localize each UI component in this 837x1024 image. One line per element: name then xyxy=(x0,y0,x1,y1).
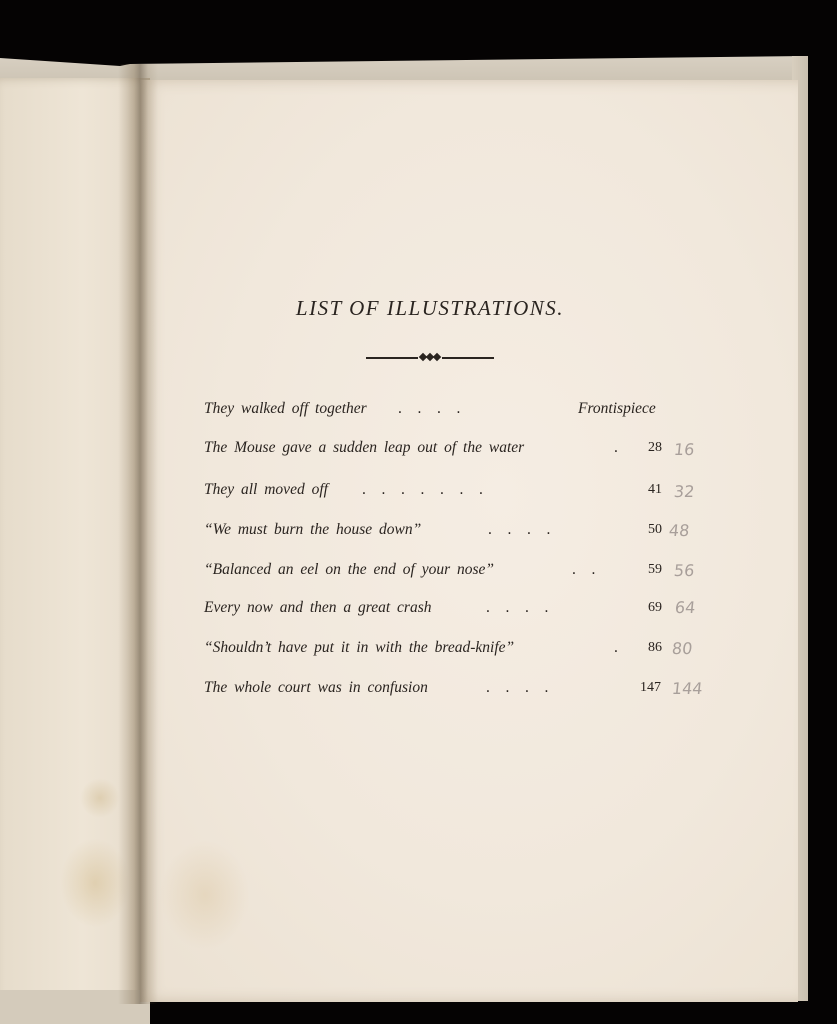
illustration-page-number: 59 xyxy=(648,562,662,577)
pencil-annotation: 144 xyxy=(671,679,704,698)
illustration-caption: The Mouse gave a sudden leap out of the water xyxy=(204,439,525,456)
dot-leaders: . . xyxy=(572,561,597,578)
illustration-page-number: 28 xyxy=(648,440,662,455)
illustration-page-number: Frontispiece xyxy=(578,400,656,417)
illustration-entry xyxy=(204,400,676,424)
dot-leaders: . . . . . . . xyxy=(362,481,484,498)
illustration-page-number: 69 xyxy=(648,600,662,615)
illustration-caption: They walked off together xyxy=(204,400,367,417)
illustration-caption: Every now and then a great crash xyxy=(204,599,432,616)
illustration-entry xyxy=(204,561,676,585)
illustration-caption: “Balanced an eel on the end of your nose” xyxy=(204,561,495,578)
pencil-annotation: 16 xyxy=(673,440,696,459)
illustration-page-number: 41 xyxy=(648,482,662,497)
pencil-annotation: 80 xyxy=(671,639,694,658)
dot-leaders: . . . . xyxy=(398,400,462,417)
pencil-annotation: 64 xyxy=(674,598,697,617)
pencil-annotation: 48 xyxy=(668,521,691,540)
pencil-annotation: 56 xyxy=(673,561,696,580)
dot-leaders: . xyxy=(614,639,619,656)
illustration-entry xyxy=(204,679,676,703)
illustration-entry xyxy=(204,639,676,663)
illustration-entry xyxy=(204,439,676,463)
page-title: LIST OF ILLUSTRATIONS. xyxy=(295,296,565,320)
illustration-caption: They all moved off xyxy=(204,481,328,498)
illustration-entry xyxy=(204,599,676,623)
dot-leaders: . . . . xyxy=(488,521,552,538)
dot-leaders: . . . . xyxy=(486,599,550,616)
illustration-caption: The whole court was in confusion xyxy=(204,679,428,696)
illustration-caption: “Shouldn’t have put it in with the bread-knife” xyxy=(204,639,515,656)
illustration-caption: “We must burn the house down” xyxy=(204,521,422,538)
pencil-annotation: 32 xyxy=(673,482,696,501)
illustration-entry xyxy=(204,521,676,545)
illustration-entry xyxy=(204,481,676,505)
illustration-page-number: 147 xyxy=(640,680,661,695)
dot-leaders: . . . . xyxy=(486,679,550,696)
illustration-page-number: 86 xyxy=(648,640,662,655)
dot-leaders: . xyxy=(614,439,619,456)
illustration-page-number: 50 xyxy=(648,522,662,537)
